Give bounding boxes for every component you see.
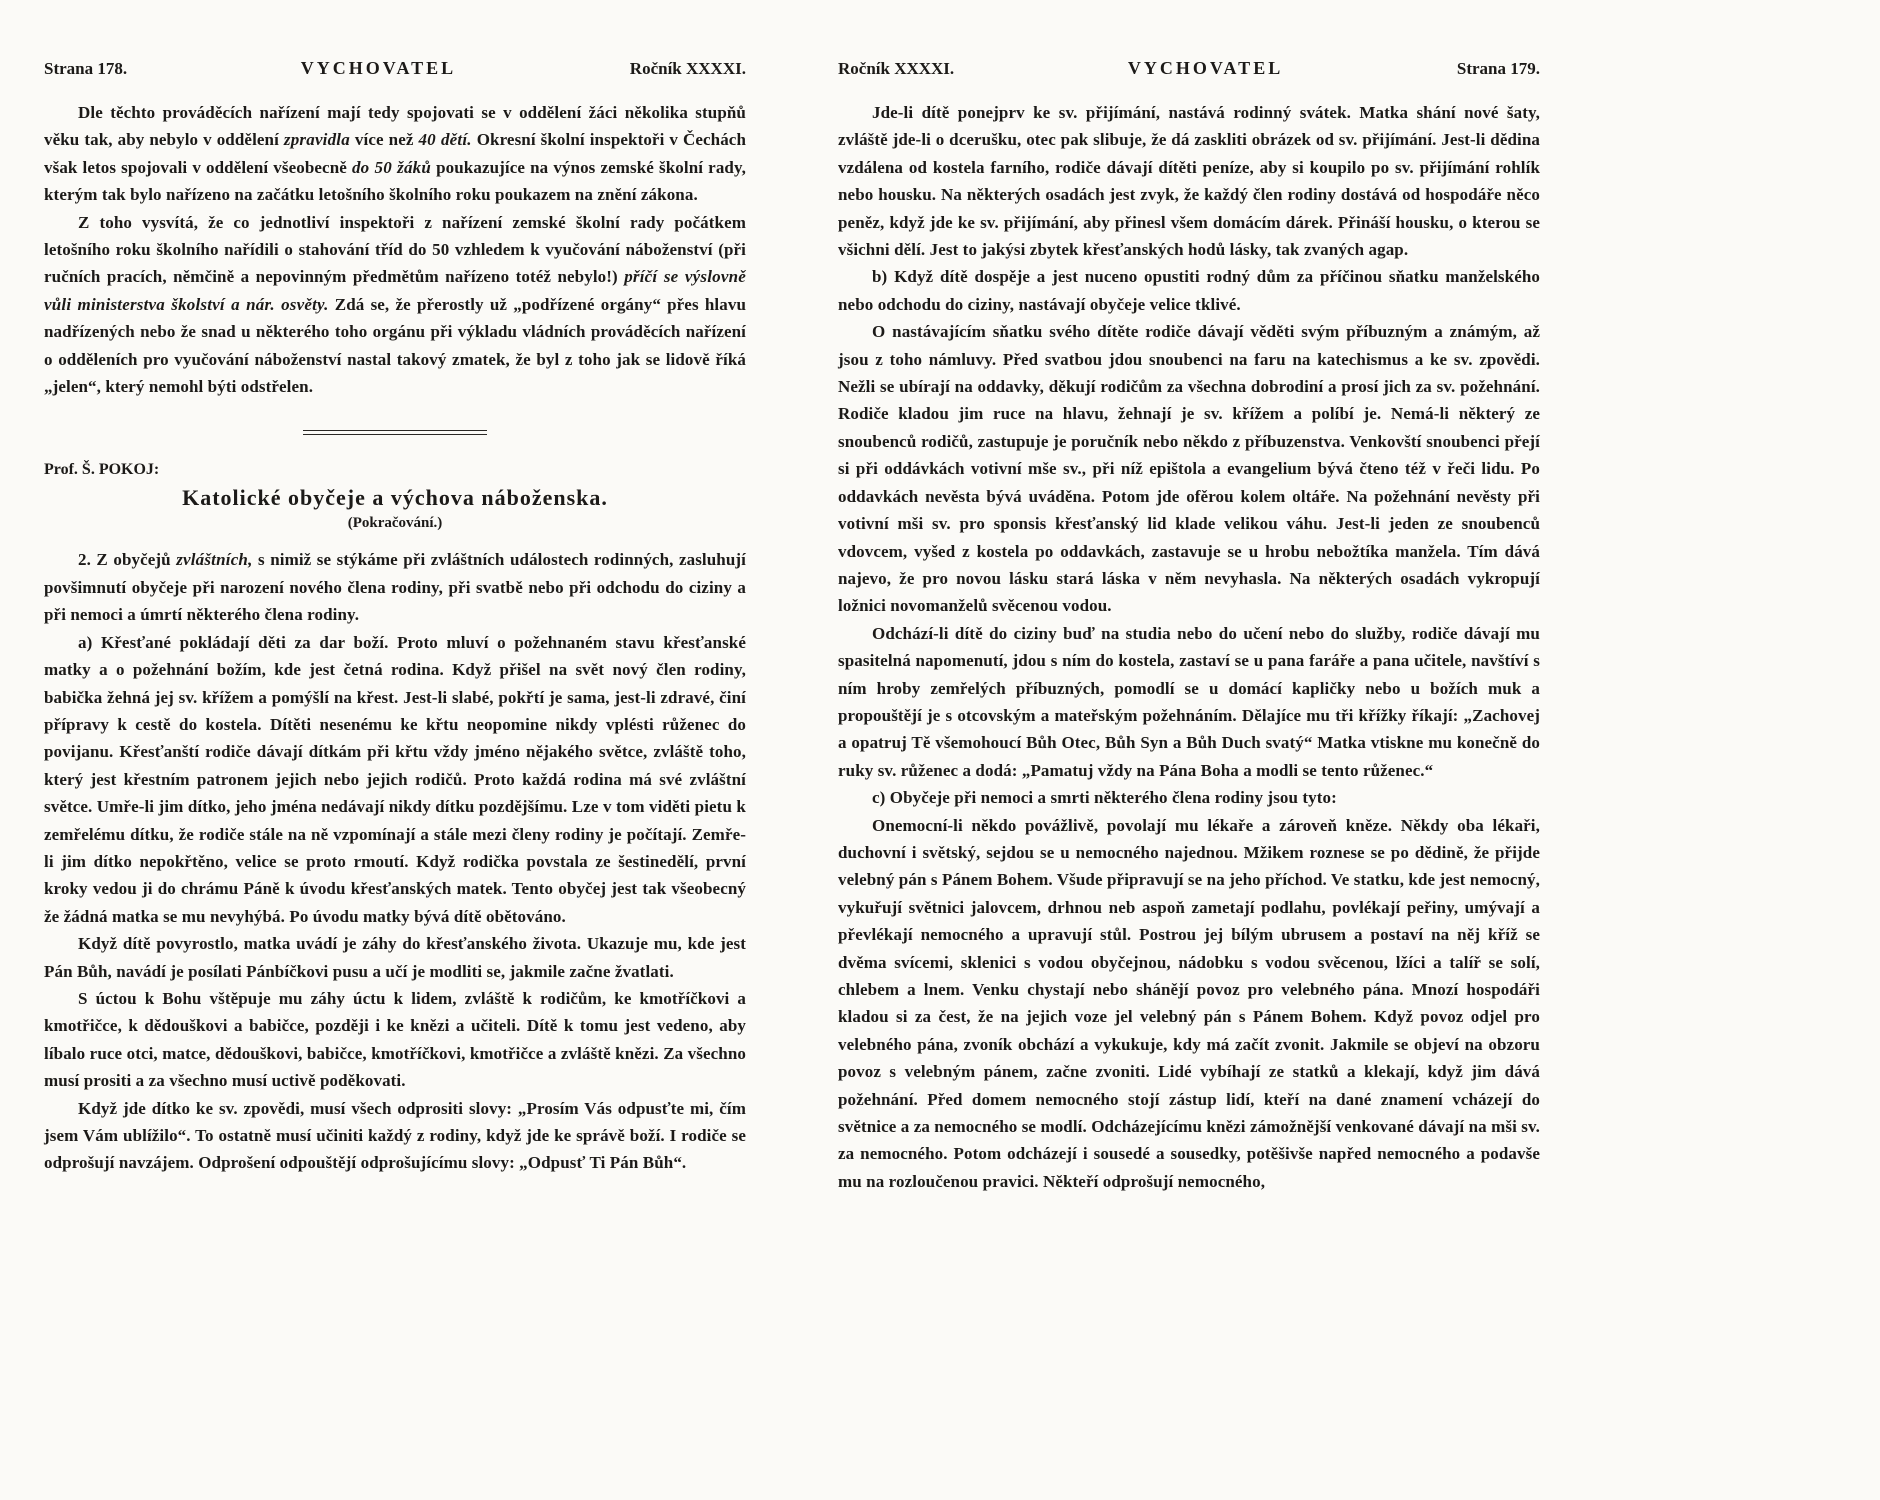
paragraph: 2. Z obyčejů zvláštních, s nimiž se stýkáme při zvláštních událostech rodinných, zasluhují povšimnutí obyčeje při narození nového člena rodiny, při svatbě nebo při odchodu do ciziny a při nemoci a úmrtí některého člena rodiny.	[44, 550, 746, 625]
article-title: Katolické obyčeje a výchova náboženska.	[182, 485, 608, 511]
page-number-left: Strana 178.	[44, 59, 128, 78]
paragraph: b) Když dítě dospěje a jest nuceno opustiti rodný dům za příčinou sňatku manželského nebo odchodu do ciziny, nastávají obyčeje velice tklivé.	[838, 267, 1540, 314]
page-number-right: Strana 179.	[1456, 59, 1540, 78]
paragraph: Jde-li dítě ponejprv ke sv. přijímání, nastává rodinný svátek. Matka shání nové šaty, zvláště jde-li o dcerušku, otec pak slibuje, že dá zaskliti obrázek od sv. přijímání. Jest-li dědina vzdálena od kostela farního, rodiče dávají dítěti peníze, aby si koupilo po sv. přijímání rohlík nebo housku. Na některých osadách jest zvyk, že každý člen rodiny dostává od hospodáře něco peněz, když jde ke sv. přijímání, aby přinesl všem domácím dárek. Přináší housku, o kterou se všichni dělí. Jest to jakýsi zbytek křesťanských hodů lásky, tak zvaných agap.	[838, 103, 1540, 260]
paragraph: Onemocní-li někdo povážlivě, povolají mu lékaře a zároveň kněze. Někdy oba lékaři, duchovní i světský, sejdou se u nemocného najednou. Mžikem roznese se po dědině, že přijde velebný pán s Pánem Bohem. Všude připravují se na jeho příchod. Ve statku, kde jest nemocný, vykuřují světnici jalovcem, drhnou neb aspoň zametají podlahu, povlékají peřiny, umývají a převlékají nemocného a upravují stůl. Postrou jej bílým ubrusem a postaví na něj kříž se dvěma svícemi, sklenici s vodou obyčejnou, nádobku s vodou svěcenou, lžíci a talíř se solí, chlebem a lnem. Venku chystají nebo shánějí povoz pro velebného pána. Mnozí hospodáři kladou si za čest, že na jejich voze jel velebný pán s Pánem Bohem. Když povoz odjel pro velebného pána, zvoník obchází a vykukuje, kdy má začít zvonit. Jakmile se objeví na obzoru povoz s velebným pánem, začne zvoniti. Lidé vybíhají ze statků a klekají, když jim dává požehnání. Před domem nemocného stojí zástup lidí, kteří na dané znamení vcházejí do světnice a za nemocného se modlí. Odcházejícímu knězi zámožnější venkované dávají na mši sv. za nemocného. Potom odcházejí i sousedé a sousedky, potěšivše napřed nemocného a podavše mu na rozloučenou pravici. Někteří odprošují nemocného,	[838, 815, 1540, 1191]
article-author: Prof. Š. POKOJ:	[44, 461, 160, 479]
volume-label-left: Ročník XXXXI.	[629, 59, 746, 78]
paragraph: Když dítě povyrostlo, matka uvádí je záhy do křesťanského života. Ukazuje mu, kde jest Pán Bůh, navádí je posílati Pánbíčkovi pusu a učí je modliti se, jakmile začne žvatlati.	[44, 934, 746, 981]
left-page-article-text	[44, 546, 746, 1176]
paragraph: Odchází-li dítě do ciziny buď na studia nebo do učení nebo do služby, rodiče dávají mu spasitelná napomenutí, jdou s ním do kostela, zastaví se u pana faráře a pana učitele, navštíví s ním hroby zemřelých příbuzných, pomodlí se u domácí kapličky nebo u božích muk a propouštějí je s otcovským a mateřským požehnáním. Dělajíce mu tři křížky říkají: „Zachovej a opatruj Tě všemohoucí Bůh Otec, Bůh Syn a Bůh Duch svatý“ Matka vtiskne mu konečně do ruky sv. růženec a dodá: „Pamatuj vždy na Pána Boha a modli se tento růženec.“	[838, 623, 1540, 780]
paragraph: Dle těchto prováděcích nařízení mají tedy spojovati se v oddělení žáci několika stupňů věku tak, aby nebylo v oddělení zpravidla více než 40 dětí. Okresní školní inspektoři v Čechách však letos spojovali v oddělení všeobecně do 50 žáků poukazujíce na výnos zemské školní rady, kterým tak bylo nařízeno na začátku letošního školního roku poukazem na znění zákona.	[44, 103, 747, 205]
page-left-header	[44, 58, 746, 79]
left-page-intro-text	[44, 99, 746, 400]
section-divider-rule	[303, 430, 487, 435]
page-left	[44, 58, 746, 1177]
paragraph: Když jde dítko ke sv. zpovědi, musí všech odprositi slovy: „Prosím Vás odpusťte mi, čím jsem Vám ublížilo“. To ostatně musí učiniti každý z rodiny, když jde ke správě boží. I rodiče se odprošují navzájem. Odprošení odpouštějí odprošujícímu slovy: „Odpusť Ti Pán Bůh“.	[44, 1098, 746, 1173]
article-subtitle: (Pokračování.)	[347, 515, 443, 532]
page-right-header	[838, 58, 1540, 79]
volume-label-right: Ročník XXXXI.	[838, 59, 955, 78]
paragraph: a) Křesťané pokládají děti za dar boží. Proto mluví o požehnaném stavu křesťanské matky a o požehnání božím, kde jest četná rodina. Když přišel na svět nový člen rodiny, babička žehná jej sv. křížem a pomýšlí na křest. Jest-li slabé, pokřtí je sama, jest-li zdravé, činí přípravy k cestě do kostela. Dítěti nesenému ke křtu neopomine nikdy vplésti růženec do povijanu. Křesťanští rodiče dávají dítkám při křtu vždy jméno nějakého světce, zvláště toho, který jest křestním patronem jejich nebo jejich rodičů. Proto každá rodina má své zvláštní světce. Umře-li jim dítko, jeho jména nedávají nikdy dítku pozdějšímu. Lze v tom viděti pietu k zemřelému dítku, že rodiče stále na ně vzpomínají a stále mezi členy rodiny je počítají. Zemře-li jim dítko nepokřtěno, velice se proto rmoutí. Když rodička povstala ze šestinedělí, první kroky vedou ji do chrámu Páně k úvodu křesťanských matek. Tento obyčej jest tak všeobecný že žádná matka se mu nevyhýbá. Po úvodu matky bývá dítě obětováno.	[44, 632, 746, 926]
page-right	[838, 58, 1540, 1195]
paragraph: S úctou k Bohu vštěpuje mu záhy úctu k lidem, zvláště k rodičům, ke kmotříčkovi a kmotřičce, k dědouškovi a babičce, později i ke knězi a učiteli. Dítě k tomu jest vedeno, aby líbalo ruce otci, matce, dědouškovi, babičce, kmotříčkovi, kmotřičce a zvláště knězi. Za všechno musí prositi a za všechno musí uctivě poděkovati.	[44, 988, 746, 1091]
masthead-title: VYCHOVATEL	[300, 58, 457, 78]
paragraph: c) Obyčeje při nemoci a smrti některého člena rodiny jsou tyto:	[872, 788, 1337, 808]
right-page-article-text	[838, 99, 1540, 1195]
paragraph: Z toho vysvítá, že co jednotliví inspektoři z nařízení zemské školní rady počátkem letošního roku školního nařídili o stahování tříd do 50 vzhledem k vyučování náboženství (při ručních pracích, němčině a nepovinným předmětům nařízeno totéž nebylo!) příčí se výslovně vůli ministerstva školství a nár. osvěty. Zdá se, že přerostly už „podřízené orgány“ přes hlavu nadřízených nebo že snad u některého toho orgánu při výkladu vládních prováděcích nařízení o odděleních pro vyučování náboženství nastal takový zmatek, že byl z toho jak se lidově říká „jelen“, který nemohl býti odstřelen.	[44, 212, 747, 397]
masthead-title-right: VYCHOVATEL	[1127, 58, 1284, 78]
paragraph: O nastávajícím sňatku svého dítěte rodiče dávají věděti svým příbuzným a známým, až jsou z toho námluvy. Před svatbou jdou snoubenci na faru na katechismus a ke sv. zpovědi. Nežli se ubírají na oddavky, děkují rodičům za všechna dobrodiní a prosí jich za sv. požehnání. Rodiče kladou jim ruce na hlavu, žehnají je sv. křížem a políbí je. Nemá-li některý ze snoubenců rodičů, zastupuje je poručník nebo někdo z příbuzenstva. Venkovští snoubenci přejí si při oddávkách votivní mše sv., při níž epištola a evangelium bývá čteno též v řeči lidu. Po oddavkách nevěsta bývá uváděna. Potom jde ofěrou kolem oltáře. Na požehnání nevěsty při votivní mši sv. pro sponsis křesťanský lid klade velikou váhu. Jest-li jeden ze snoubenců vdovcem, vyšed z kostela po oddavkách, zastavuje se u hrobu nebožtíka manžela. Tím dává najevo, že pro novou lásku stará láska v něm nevyhasla. Na některých osadách vykropují ložnici novomanželů svěcenou vodou.	[838, 322, 1540, 616]
